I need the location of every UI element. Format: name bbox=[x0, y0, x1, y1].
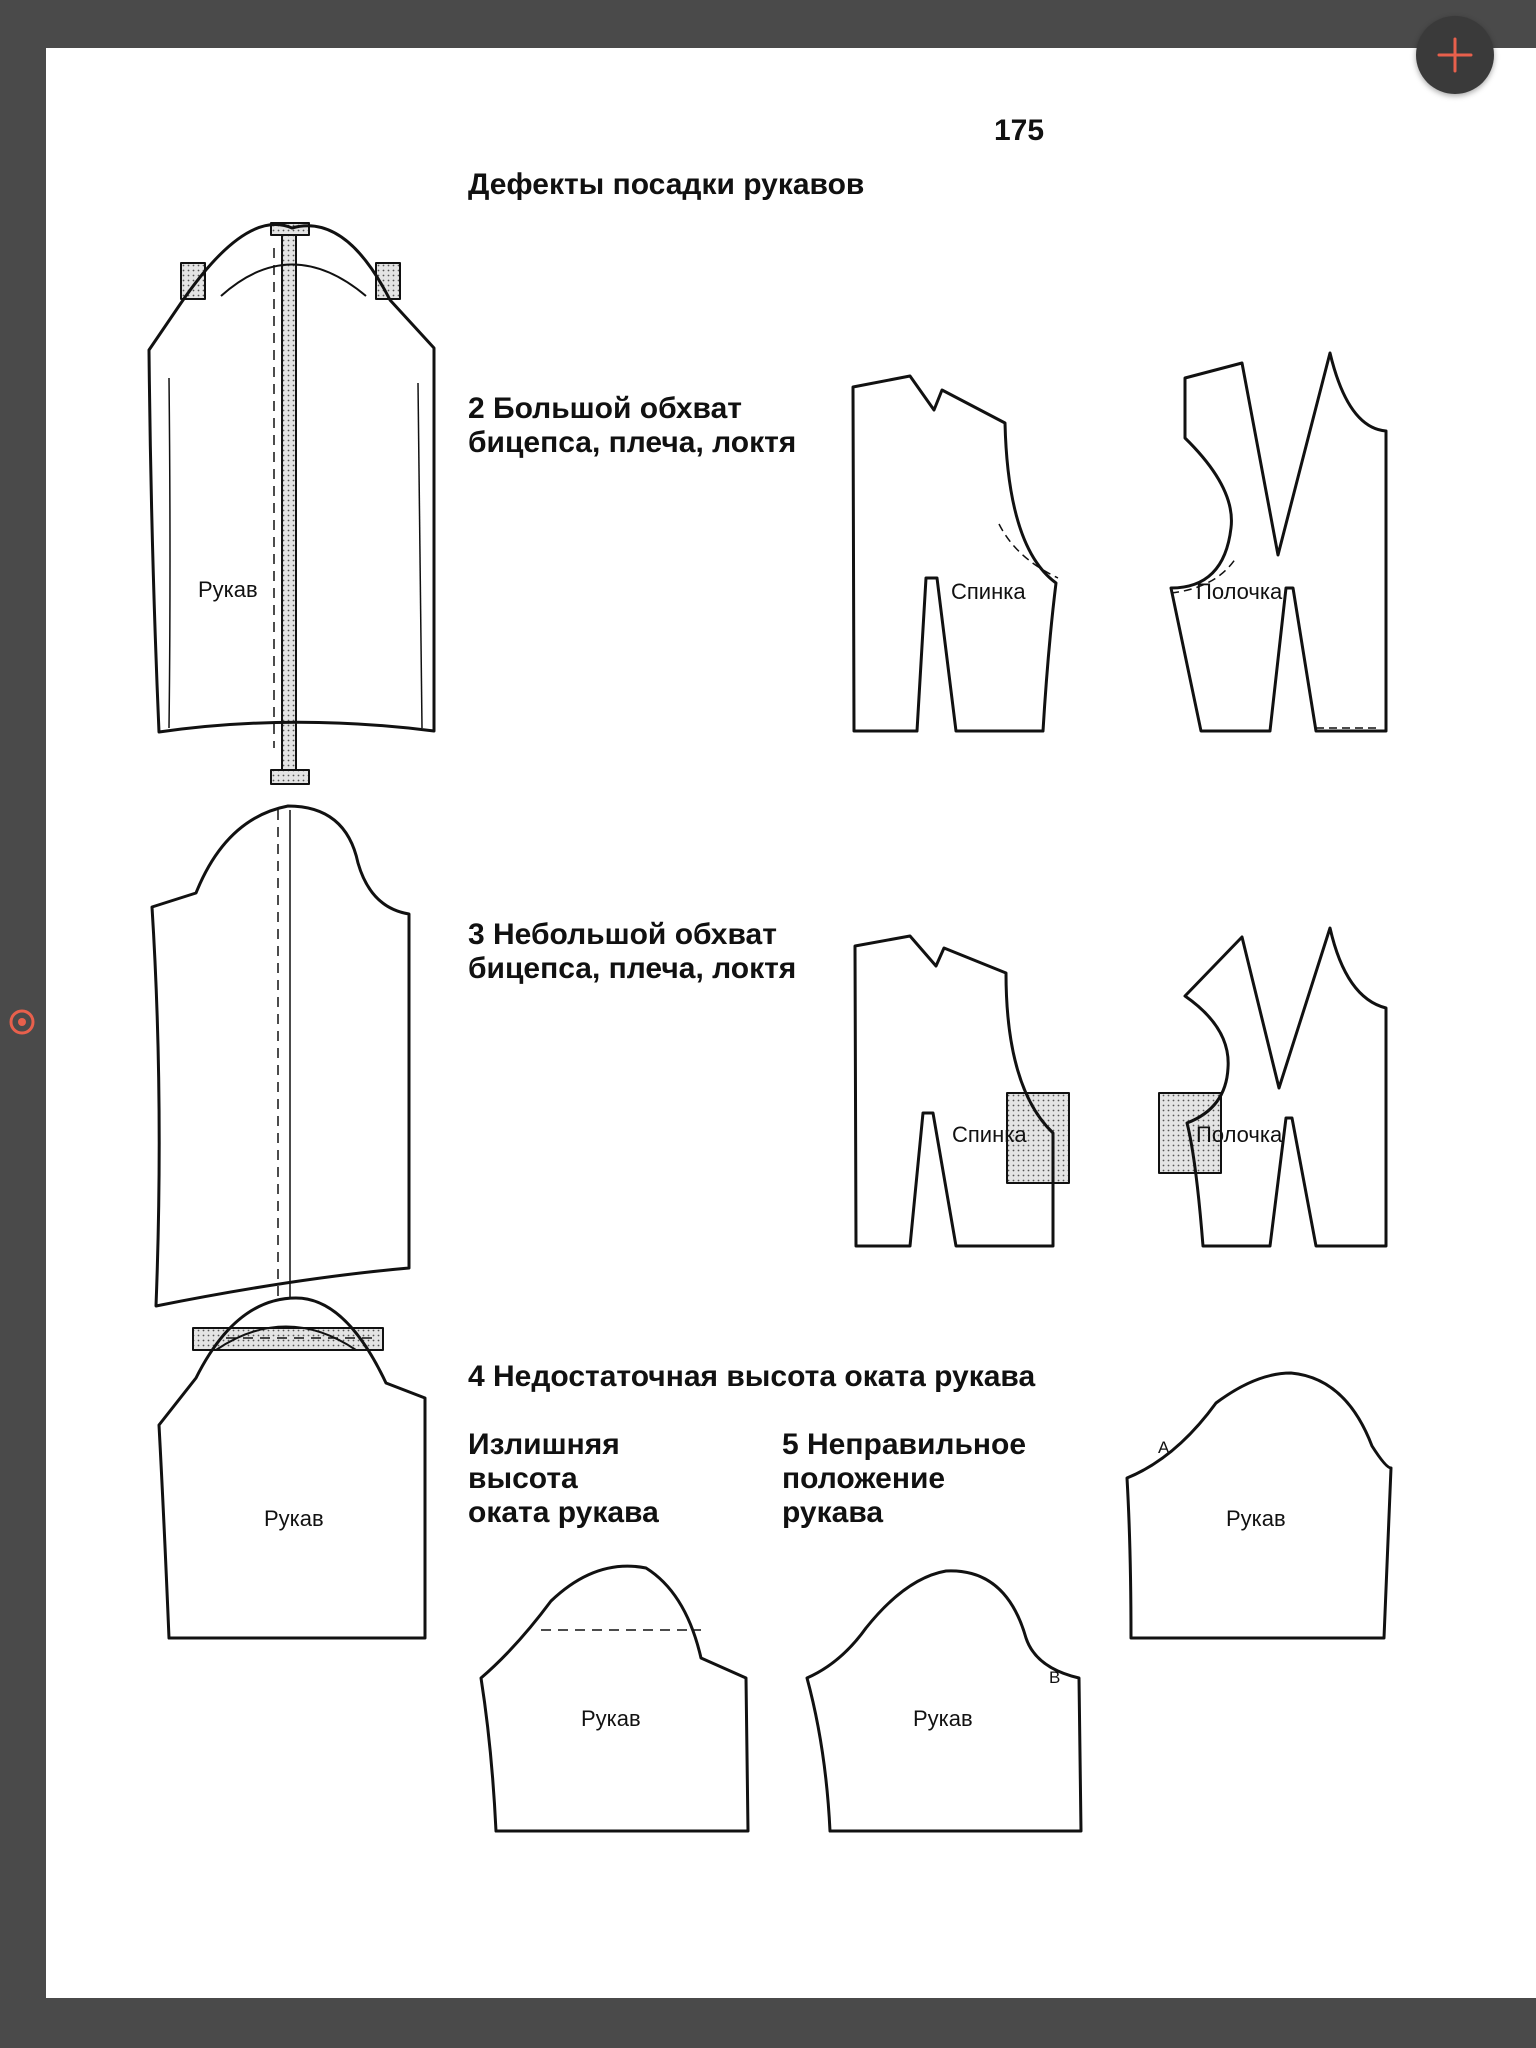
sleeve-label-4: Рукав bbox=[264, 1506, 324, 1531]
sleeve-label-1: Рукав bbox=[198, 577, 258, 602]
sleeve-drawing-1 bbox=[149, 223, 434, 784]
back-label-2: Спинка bbox=[951, 579, 1026, 604]
page-title: Дефекты посадки рукавов bbox=[468, 168, 865, 201]
section-4-heading: 4 Недостаточная высота оката рукава bbox=[468, 1360, 1036, 1393]
sleeve-drawing-3 bbox=[152, 806, 409, 1306]
page-number: 175 bbox=[994, 114, 1045, 147]
bodice-drawing-3 bbox=[855, 928, 1386, 1246]
book-page bbox=[46, 48, 1536, 1998]
plus-icon bbox=[1435, 35, 1475, 75]
section-3-heading-line1: 3 Небольшой обхват bbox=[468, 918, 777, 951]
viewer-left-rail bbox=[0, 0, 46, 2048]
target-icon[interactable] bbox=[8, 1008, 36, 1036]
viewer-bottom-bar bbox=[0, 1998, 1536, 2048]
sleeve-label-excess: Рукав bbox=[581, 1706, 641, 1731]
front-label-2: Полочка bbox=[1196, 579, 1283, 604]
sleeve-drawing-wrong bbox=[807, 1571, 1081, 1831]
back-label-3: Спинка bbox=[952, 1122, 1027, 1147]
section-3-heading-line2: бицепса, плеча, локтя bbox=[468, 952, 797, 985]
bodice-drawing-2 bbox=[853, 353, 1386, 731]
sleeve-drawing-4 bbox=[159, 1298, 425, 1638]
sleeve-drawing-excess bbox=[481, 1566, 748, 1831]
sleeve-label-wrong: Рукав bbox=[913, 1706, 973, 1731]
sleeve-label-right: Рукав bbox=[1226, 1506, 1286, 1531]
point-b-label: В bbox=[1049, 1668, 1061, 1687]
wrong-heading-line2: положение bbox=[782, 1462, 946, 1495]
front-label-3: Полочка bbox=[1196, 1122, 1283, 1147]
add-button[interactable] bbox=[1416, 16, 1494, 94]
wrong-heading-line3: рукава bbox=[782, 1496, 884, 1529]
point-a-label: А bbox=[1158, 1438, 1170, 1457]
section-2-heading-line2: бицепса, плеча, локтя bbox=[468, 426, 797, 459]
excess-heading-line2: высота bbox=[468, 1462, 578, 1495]
excess-heading-line3: оката рукава bbox=[468, 1496, 659, 1529]
pattern-drawings bbox=[46, 48, 1536, 1998]
wrong-heading-line1: 5 Неправильное bbox=[782, 1428, 1027, 1461]
excess-heading-line1: Излишняя bbox=[468, 1428, 620, 1461]
viewer-top-bar bbox=[0, 0, 1536, 48]
section-2-heading-line1: 2 Большой обхват bbox=[468, 392, 742, 425]
